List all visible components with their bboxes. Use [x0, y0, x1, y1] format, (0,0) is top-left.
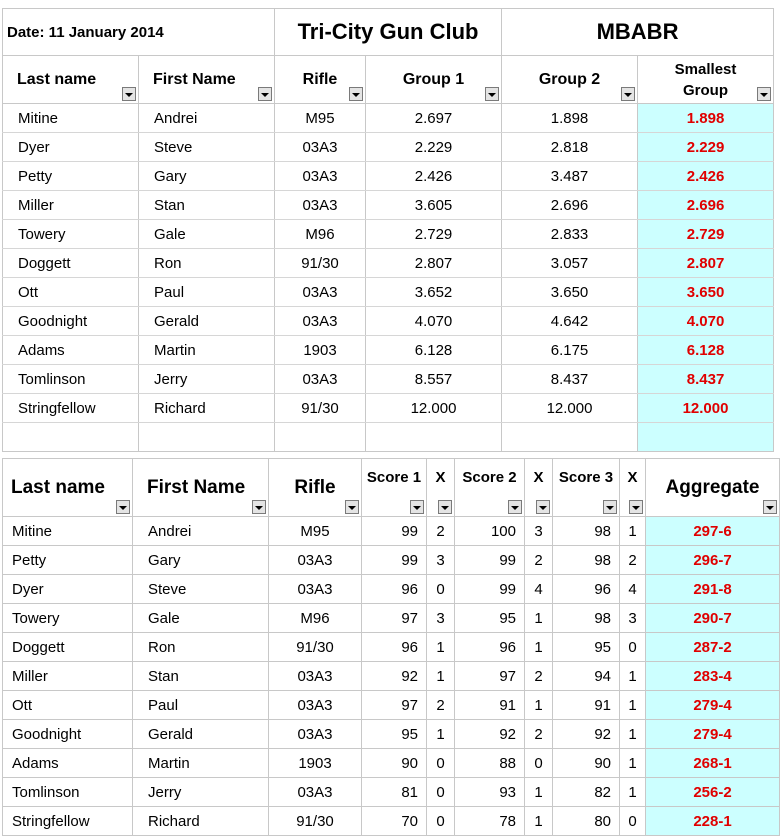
col-header-x-3: [620, 459, 646, 517]
cell-first-name[interactable]: Richard: [133, 807, 269, 836]
cell-first-name[interactable]: Ron: [139, 249, 275, 278]
cell-x-3[interactable]: 1: [620, 662, 646, 691]
filter-dropdown-icon[interactable]: [122, 87, 136, 101]
col-header-score-1: [362, 459, 427, 517]
cell-rifle[interactable]: 03A3: [275, 307, 366, 336]
filter-dropdown-icon[interactable]: [603, 500, 617, 514]
col-header-label: First Name: [153, 70, 236, 88]
cell-first-name[interactable]: Stan: [139, 191, 275, 220]
empty-cell[interactable]: [366, 423, 502, 452]
cell-x-1[interactable]: 0: [427, 575, 455, 604]
cell-group-1[interactable]: 6.128: [366, 336, 502, 365]
cell-first-name[interactable]: Richard: [139, 394, 275, 423]
col-header-label: Last name: [17, 70, 97, 88]
cell-group-1[interactable]: 3.605: [366, 191, 502, 220]
table-row: [3, 517, 780, 546]
table-row: [3, 394, 774, 423]
cell-last-name[interactable]: Doggett: [3, 633, 133, 662]
cell-score-1[interactable]: 97: [362, 604, 427, 633]
cell-first-name[interactable]: Stan: [133, 662, 269, 691]
cell-smallest-group[interactable]: 1.898: [638, 104, 774, 133]
filter-dropdown-icon[interactable]: [757, 87, 771, 101]
table-row: [3, 162, 774, 191]
cell-score-1[interactable]: 97: [362, 691, 427, 720]
cell-score-2[interactable]: 100: [455, 517, 525, 546]
col-header-label: Group 2: [538, 70, 601, 88]
cell-rifle[interactable]: 03A3: [275, 162, 366, 191]
col-header-x-2: [525, 459, 553, 517]
cell-aggregate[interactable]: 268-1: [646, 749, 780, 778]
cell-x-1[interactable]: 3: [427, 546, 455, 575]
cell-score-2[interactable]: 88: [455, 749, 525, 778]
cell-last-name[interactable]: Adams: [3, 336, 139, 365]
cell-rifle[interactable]: 1903: [269, 749, 362, 778]
cell-score-2[interactable]: 96: [455, 633, 525, 662]
cell-x-2[interactable]: 1: [525, 807, 553, 836]
cell-score-1[interactable]: 70: [362, 807, 427, 836]
cell-aggregate[interactable]: 296-7: [646, 546, 780, 575]
cell-aggregate[interactable]: 297-6: [646, 517, 780, 546]
cell-x-3[interactable]: 3: [620, 604, 646, 633]
empty-cell[interactable]: [3, 423, 139, 452]
col-header-aggregate: [646, 459, 780, 517]
cell-first-name[interactable]: Martin: [133, 749, 269, 778]
cell-group-2[interactable]: 6.175: [502, 336, 638, 365]
cell-first-name[interactable]: Gale: [139, 220, 275, 249]
filter-dropdown-icon[interactable]: [438, 500, 452, 514]
cell-score-1[interactable]: 95: [362, 720, 427, 749]
cell-x-1[interactable]: 3: [427, 604, 455, 633]
col-header-score-2: [455, 459, 525, 517]
cell-rifle[interactable]: 03A3: [269, 575, 362, 604]
cell-rifle[interactable]: 1903: [275, 336, 366, 365]
table-row: [3, 749, 780, 778]
cell-group-2[interactable]: 3.057: [502, 249, 638, 278]
cell-smallest-group[interactable]: 2.807: [638, 249, 774, 278]
cell-score-1[interactable]: 96: [362, 575, 427, 604]
cell-rifle[interactable]: 91/30: [269, 807, 362, 836]
col-header-label: X: [435, 469, 446, 486]
table-row: [3, 546, 780, 575]
cell-last-name[interactable]: Tomlinson: [3, 778, 133, 807]
cell-score-3[interactable]: 96: [553, 575, 620, 604]
col-header-label: Rifle: [302, 70, 338, 88]
cell-group-2[interactable]: 4.642: [502, 307, 638, 336]
filter-dropdown-icon[interactable]: [621, 87, 635, 101]
cell-first-name[interactable]: Steve: [133, 575, 269, 604]
cell-group-2[interactable]: 3.487: [502, 162, 638, 191]
cell-score-3[interactable]: 98: [553, 604, 620, 633]
cell-smallest-group[interactable]: 4.070: [638, 307, 774, 336]
table-row: [3, 575, 780, 604]
cell-score-1[interactable]: 81: [362, 778, 427, 807]
cell-score-3[interactable]: 90: [553, 749, 620, 778]
empty-cell[interactable]: [502, 423, 638, 452]
club-title: Tri-City Gun Club: [275, 9, 502, 56]
cell-x-2[interactable]: 0: [525, 749, 553, 778]
cell-group-2[interactable]: 8.437: [502, 365, 638, 394]
filter-dropdown-icon[interactable]: [508, 500, 522, 514]
cell-group-1[interactable]: 2.807: [366, 249, 502, 278]
cell-first-name[interactable]: Gerald: [139, 307, 275, 336]
col-header-label: Group 1: [402, 70, 465, 88]
col-header-last-name: [3, 56, 139, 104]
cell-group-2[interactable]: 2.696: [502, 191, 638, 220]
col-header-last-name: [3, 459, 133, 517]
cell-rifle[interactable]: 03A3: [275, 133, 366, 162]
cell-score-2[interactable]: 91: [455, 691, 525, 720]
cell-x-3[interactable]: 1: [620, 720, 646, 749]
filter-dropdown-icon[interactable]: [485, 87, 499, 101]
cell-last-name[interactable]: Ott: [3, 691, 133, 720]
cell-score-1[interactable]: 96: [362, 633, 427, 662]
cell-rifle[interactable]: 91/30: [269, 633, 362, 662]
table-row: [3, 220, 774, 249]
cell-first-name[interactable]: Paul: [139, 278, 275, 307]
cell-score-2[interactable]: 99: [455, 575, 525, 604]
score-rows: [3, 517, 780, 836]
cell-x-1[interactable]: 2: [427, 691, 455, 720]
cell-group-1[interactable]: 3.652: [366, 278, 502, 307]
cell-group-1[interactable]: 2.729: [366, 220, 502, 249]
cell-x-1[interactable]: 1: [427, 662, 455, 691]
cell-x-2[interactable]: 1: [525, 778, 553, 807]
cell-aggregate[interactable]: 228-1: [646, 807, 780, 836]
col-header-label: Score 2: [462, 469, 517, 486]
col-header-label: Aggregate: [665, 476, 760, 498]
cell-score-1[interactable]: 99: [362, 517, 427, 546]
cell-last-name[interactable]: Miller: [3, 191, 139, 220]
table-row: [3, 720, 780, 749]
empty-cell[interactable]: [139, 423, 275, 452]
cell-x-2[interactable]: 1: [525, 691, 553, 720]
cell-x-1[interactable]: 0: [427, 807, 455, 836]
cell-x-3[interactable]: 0: [620, 807, 646, 836]
cell-group-2[interactable]: 12.000: [502, 394, 638, 423]
cell-last-name[interactable]: Goodnight: [3, 720, 133, 749]
col-header-label: X: [627, 469, 638, 486]
cell-first-name[interactable]: Ron: [133, 633, 269, 662]
col-header-rifle: [275, 56, 366, 104]
table-row: [3, 604, 780, 633]
cell-x-3[interactable]: 2: [620, 546, 646, 575]
col-header-label: Smallest: [674, 60, 737, 78]
cell-rifle[interactable]: 03A3: [275, 191, 366, 220]
table-row: [3, 778, 780, 807]
cell-smallest-group[interactable]: 6.128: [638, 336, 774, 365]
cell-score-3[interactable]: 92: [553, 720, 620, 749]
col-header-label: Group: [683, 81, 729, 99]
cell-x-3[interactable]: 4: [620, 575, 646, 604]
filter-dropdown-icon[interactable]: [258, 87, 272, 101]
cell-x-2[interactable]: 1: [525, 633, 553, 662]
col-header-score-3: [553, 459, 620, 517]
cell-x-1[interactable]: 0: [427, 749, 455, 778]
cell-smallest-group[interactable]: 2.426: [638, 162, 774, 191]
filter-dropdown-icon[interactable]: [410, 500, 424, 514]
cell-rifle[interactable]: M96: [269, 604, 362, 633]
cell-group-1[interactable]: 2.426: [366, 162, 502, 191]
cell-aggregate[interactable]: 290-7: [646, 604, 780, 633]
table-row: [3, 633, 780, 662]
cell-last-name[interactable]: Dyer: [3, 575, 133, 604]
cell-x-2[interactable]: 3: [525, 517, 553, 546]
cell-rifle[interactable]: M95: [275, 104, 366, 133]
col-header-first-name: [139, 56, 275, 104]
filter-dropdown-icon[interactable]: [629, 500, 643, 514]
cell-smallest-group[interactable]: 12.000: [638, 394, 774, 423]
cell-group-1[interactable]: 2.229: [366, 133, 502, 162]
cell-x-2[interactable]: 4: [525, 575, 553, 604]
cell-rifle[interactable]: M96: [275, 220, 366, 249]
filter-dropdown-icon[interactable]: [536, 500, 550, 514]
cell-score-1[interactable]: 92: [362, 662, 427, 691]
cell-first-name[interactable]: Gerald: [133, 720, 269, 749]
empty-cell[interactable]: [638, 423, 774, 452]
cell-score-3[interactable]: 82: [553, 778, 620, 807]
col-header-label: First Name: [147, 476, 246, 498]
col-header-label: Score 3: [558, 469, 614, 486]
filter-dropdown-icon[interactable]: [763, 500, 777, 514]
cell-aggregate[interactable]: 283-4: [646, 662, 780, 691]
cell-score-1[interactable]: 99: [362, 546, 427, 575]
cell-score-3[interactable]: 91: [553, 691, 620, 720]
cell-last-name[interactable]: Towery: [3, 604, 133, 633]
cell-score-2[interactable]: 92: [455, 720, 525, 749]
table-row: [3, 249, 774, 278]
cell-group-2[interactable]: 2.833: [502, 220, 638, 249]
cell-last-name[interactable]: Tomlinson: [3, 365, 139, 394]
filter-dropdown-icon[interactable]: [116, 500, 130, 514]
cell-aggregate[interactable]: 279-4: [646, 691, 780, 720]
table-row: [3, 104, 774, 133]
cell-first-name[interactable]: Gale: [133, 604, 269, 633]
cell-rifle[interactable]: M95: [269, 517, 362, 546]
cell-last-name[interactable]: Dyer: [3, 133, 139, 162]
cell-last-name[interactable]: Petty: [3, 546, 133, 575]
table-row: [3, 278, 774, 307]
cell-score-3[interactable]: 98: [553, 517, 620, 546]
col-header-x-1: [427, 459, 455, 517]
cell-score-1[interactable]: 90: [362, 749, 427, 778]
cell-last-name[interactable]: Petty: [3, 162, 139, 191]
cell-last-name[interactable]: Goodnight: [3, 307, 139, 336]
table-row: [3, 191, 774, 220]
cell-score-3[interactable]: 80: [553, 807, 620, 836]
cell-rifle[interactable]: 91/30: [275, 394, 366, 423]
org-title: MBABR: [502, 9, 774, 56]
cell-group-1[interactable]: 8.557: [366, 365, 502, 394]
cell-aggregate[interactable]: 287-2: [646, 633, 780, 662]
cell-smallest-group[interactable]: 2.696: [638, 191, 774, 220]
cell-first-name[interactable]: Jerry: [139, 365, 275, 394]
cell-x-2[interactable]: 1: [525, 604, 553, 633]
col-header-first-name: [133, 459, 269, 517]
table-row: [3, 307, 774, 336]
cell-x-2[interactable]: 2: [525, 720, 553, 749]
cell-smallest-group[interactable]: 2.729: [638, 220, 774, 249]
cell-x-2[interactable]: 2: [525, 662, 553, 691]
match-date: Date: 11 January 2014: [3, 9, 275, 56]
cell-rifle[interactable]: 03A3: [269, 720, 362, 749]
cell-x-3[interactable]: 1: [620, 691, 646, 720]
group-header-row: [3, 56, 774, 104]
col-header-label: Last name: [11, 476, 105, 498]
filter-dropdown-icon[interactable]: [252, 500, 266, 514]
cell-first-name[interactable]: Paul: [133, 691, 269, 720]
cell-aggregate[interactable]: 256-2: [646, 778, 780, 807]
cell-first-name[interactable]: Andrei: [133, 517, 269, 546]
cell-x-1[interactable]: 0: [427, 778, 455, 807]
cell-smallest-group[interactable]: 2.229: [638, 133, 774, 162]
cell-score-2[interactable]: 78: [455, 807, 525, 836]
cell-last-name[interactable]: Mitine: [3, 104, 139, 133]
group-rows: [3, 104, 774, 452]
cell-x-3[interactable]: 1: [620, 778, 646, 807]
cell-x-3[interactable]: 0: [620, 633, 646, 662]
cell-x-3[interactable]: 1: [620, 749, 646, 778]
cell-last-name[interactable]: Ott: [3, 278, 139, 307]
cell-last-name[interactable]: Miller: [3, 662, 133, 691]
cell-last-name[interactable]: Mitine: [3, 517, 133, 546]
cell-group-1[interactable]: 2.697: [366, 104, 502, 133]
cell-aggregate[interactable]: 291-8: [646, 575, 780, 604]
col-header-group-1: [366, 56, 502, 104]
cell-score-2[interactable]: 93: [455, 778, 525, 807]
cell-rifle[interactable]: 03A3: [269, 691, 362, 720]
title-row: [3, 9, 774, 56]
cell-x-3[interactable]: 1: [620, 517, 646, 546]
cell-score-3[interactable]: 95: [553, 633, 620, 662]
cell-smallest-group[interactable]: 8.437: [638, 365, 774, 394]
cell-first-name[interactable]: Andrei: [139, 104, 275, 133]
cell-group-1[interactable]: 4.070: [366, 307, 502, 336]
cell-rifle[interactable]: 03A3: [275, 365, 366, 394]
table-row: [3, 365, 774, 394]
cell-group-2[interactable]: 2.818: [502, 133, 638, 162]
table-row: [3, 662, 780, 691]
cell-last-name[interactable]: Towery: [3, 220, 139, 249]
table-row: [3, 807, 780, 836]
cell-first-name[interactable]: Steve: [139, 133, 275, 162]
cell-score-2[interactable]: 99: [455, 546, 525, 575]
col-header-label: X: [533, 469, 544, 486]
cell-x-1[interactable]: 1: [427, 720, 455, 749]
empty-cell[interactable]: [275, 423, 366, 452]
filter-dropdown-icon[interactable]: [349, 87, 363, 101]
col-header-group-2: [502, 56, 638, 104]
cell-first-name[interactable]: Martin: [139, 336, 275, 365]
cell-rifle[interactable]: 03A3: [269, 778, 362, 807]
cell-rifle[interactable]: 03A3: [269, 662, 362, 691]
cell-aggregate[interactable]: 279-4: [646, 720, 780, 749]
cell-group-2[interactable]: 1.898: [502, 104, 638, 133]
cell-x-2[interactable]: 2: [525, 546, 553, 575]
cell-first-name[interactable]: Gary: [133, 546, 269, 575]
cell-score-3[interactable]: 98: [553, 546, 620, 575]
group-results-table: [2, 8, 774, 452]
cell-group-1[interactable]: 12.000: [366, 394, 502, 423]
score-results-table: [2, 458, 780, 836]
cell-score-3[interactable]: 94: [553, 662, 620, 691]
empty-row: [3, 423, 774, 452]
cell-smallest-group[interactable]: 3.650: [638, 278, 774, 307]
table-row: [3, 691, 780, 720]
score-header-row: [3, 459, 780, 517]
table-row: [3, 336, 774, 365]
cell-rifle[interactable]: 91/30: [275, 249, 366, 278]
col-header-label: Score 1: [366, 469, 422, 486]
cell-group-2[interactable]: 3.650: [502, 278, 638, 307]
table-row: [3, 133, 774, 162]
col-header-label: Rifle: [294, 476, 336, 498]
cell-rifle[interactable]: 03A3: [269, 546, 362, 575]
filter-dropdown-icon[interactable]: [345, 500, 359, 514]
cell-rifle[interactable]: 03A3: [275, 278, 366, 307]
cell-last-name[interactable]: Adams: [3, 749, 133, 778]
cell-last-name[interactable]: Stringfellow: [3, 394, 139, 423]
cell-last-name[interactable]: Doggett: [3, 249, 139, 278]
cell-first-name[interactable]: Gary: [139, 162, 275, 191]
cell-score-2[interactable]: 97: [455, 662, 525, 691]
cell-last-name[interactable]: Stringfellow: [3, 807, 133, 836]
col-header-rifle: [269, 459, 362, 517]
cell-score-2[interactable]: 95: [455, 604, 525, 633]
col-header-smallest-group: [638, 56, 774, 104]
cell-x-1[interactable]: 1: [427, 633, 455, 662]
cell-x-1[interactable]: 2: [427, 517, 455, 546]
cell-first-name[interactable]: Jerry: [133, 778, 269, 807]
